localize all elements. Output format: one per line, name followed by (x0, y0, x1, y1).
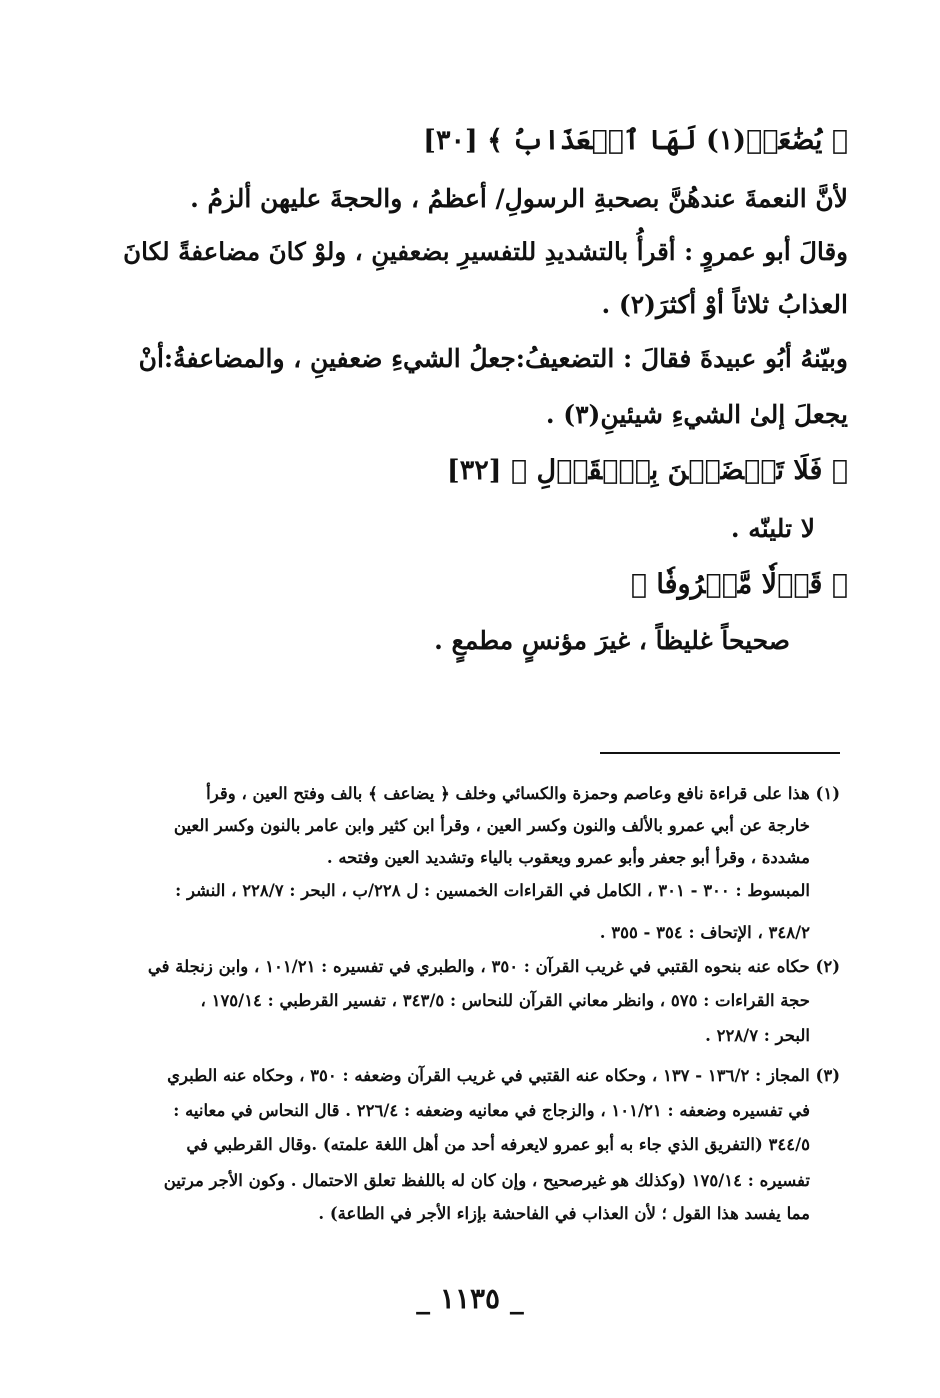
footnote-line: ٣٤٤/٥ (التفريق الذي جاء به أبو عمرو لايعرفه أحد من أهل اللغة علمته) .وقال القرطبي في (186, 1135, 810, 1154)
footnote-line: (٣) المجاز : ١٣٦/٢ - ١٣٧ ، وحكاه عنه القتبي في غريب القرآن وضعفه : ٣٥٠ ، وحكاه عنه الطبري (167, 1066, 840, 1085)
commentary-line: صحيحاً غليظاً ، غيرَ مؤنسٍ مطمعٍ . (434, 626, 790, 655)
commentary-line: وقالَ أبو عمروٍ : أقرأُ بالتشديدِ للتفسيرِ بضعفينِ ، ولوْ كانَ مضاعفةً لكانَ (123, 237, 848, 266)
footnote-line: البحر : ٢٢٨/٧ . (705, 1026, 810, 1045)
footnote-line: (٢) حكاه عنه بنحوه القتبي في غريب القرآن : ٣٥٠ ، والطبري في تفسيره : ١٠١/٢١ ، وابن زنجلة في (147, 957, 840, 976)
footnote-line: المبسوط : ٣٠٠ - ٣٠١ ، الكامل في القراءات الخمسين : ل ٢٢٨/ب ، البحر : ٢٢٨/٧ ، النشر : (175, 881, 810, 900)
footnote-line: خارجة عن أبي عمرو بالألف والنون وكسر العين ، وقرأ ابن كثير وابن عامر بالنون وكسر العين (173, 816, 810, 835)
footnote-line: ٣٤٨/٢ ، الإتحاف : ٣٥٤ - ٣٥٥ . (599, 923, 810, 942)
commentary-line: العذابُ ثلاثاً أوْ أكثرَ(٢) . (601, 290, 848, 319)
footnote-separator (600, 752, 840, 754)
page-number: _ ١١٣٥ _ (416, 1282, 524, 1315)
commentary-line: وبيّنهُ أبُو عبيدةَ فقالَ : التضعيفُ:جعلُ الشيءِ ضعفينِ ، والمضاعفةُ:أنْ (138, 344, 848, 373)
footnote-line: تفسيره : ١٧٥/١٤ (وكذلك هو غيرصحيح ، وإن كان له باللفظ تعلق الاحتمال . وكون الأجر مرتين (163, 1171, 810, 1190)
commentary-line: يجعلَ إلىٰ الشيءِ شيئينِ(٣) . (545, 400, 848, 429)
footnote-line: (١) هذا على قراءة نافع وعاصم وحمزة والكسائي وخلف ﴿ يضاعف ﴾ بالف وفتح العين ، وقرأ (206, 784, 840, 803)
footnote-line: في تفسيره وضعفه : ١٠١/٢١ ، والزجاج في معانيه وضعفه : ٢٢٦/٤ . قال النحاس في معانيه : (173, 1101, 810, 1120)
footnote-line: حجة القراءات : ٥٧٥ ، وانظر معاني القرآن للنحاس : ٣٤٣/٥ ، تفسير القرطبي : ١٧٥/١٤ ، (200, 991, 810, 1010)
footnote-line: مشددة ، وقرأ أبو جعفر وأبو عمرو ويعقوب بالياء وتشديد العين وفتحه . (326, 848, 810, 867)
footnote-line: مما يفسد هذا القول ؛ لأن العذاب في الفاحشة بإزاء الأجر في الطاعة) . (318, 1204, 810, 1223)
commentary-line: لا تلينّه . (730, 514, 815, 543)
commentary-line: لأنَّ النعمةَ عندهُنَّ بصحبةِ الرسولِ/ أعظمُ ، والحجةَ عليهن ألزمُ . (190, 184, 848, 213)
verse-line: ﴿ فَلَا تَخۡضَعۡنَ بِٱلۡقَوۡلِ ﴾ [٣٢] (446, 455, 848, 486)
verse-line: ﴿ قَوۡلٗا مَّعۡرُوفٗا ﴾ (630, 569, 848, 600)
verse-line: ﴿ يُضَٰعَفۡ(١) لَهَا ٱلۡعَذَابُ ﴾ [٣٠] (423, 125, 848, 156)
